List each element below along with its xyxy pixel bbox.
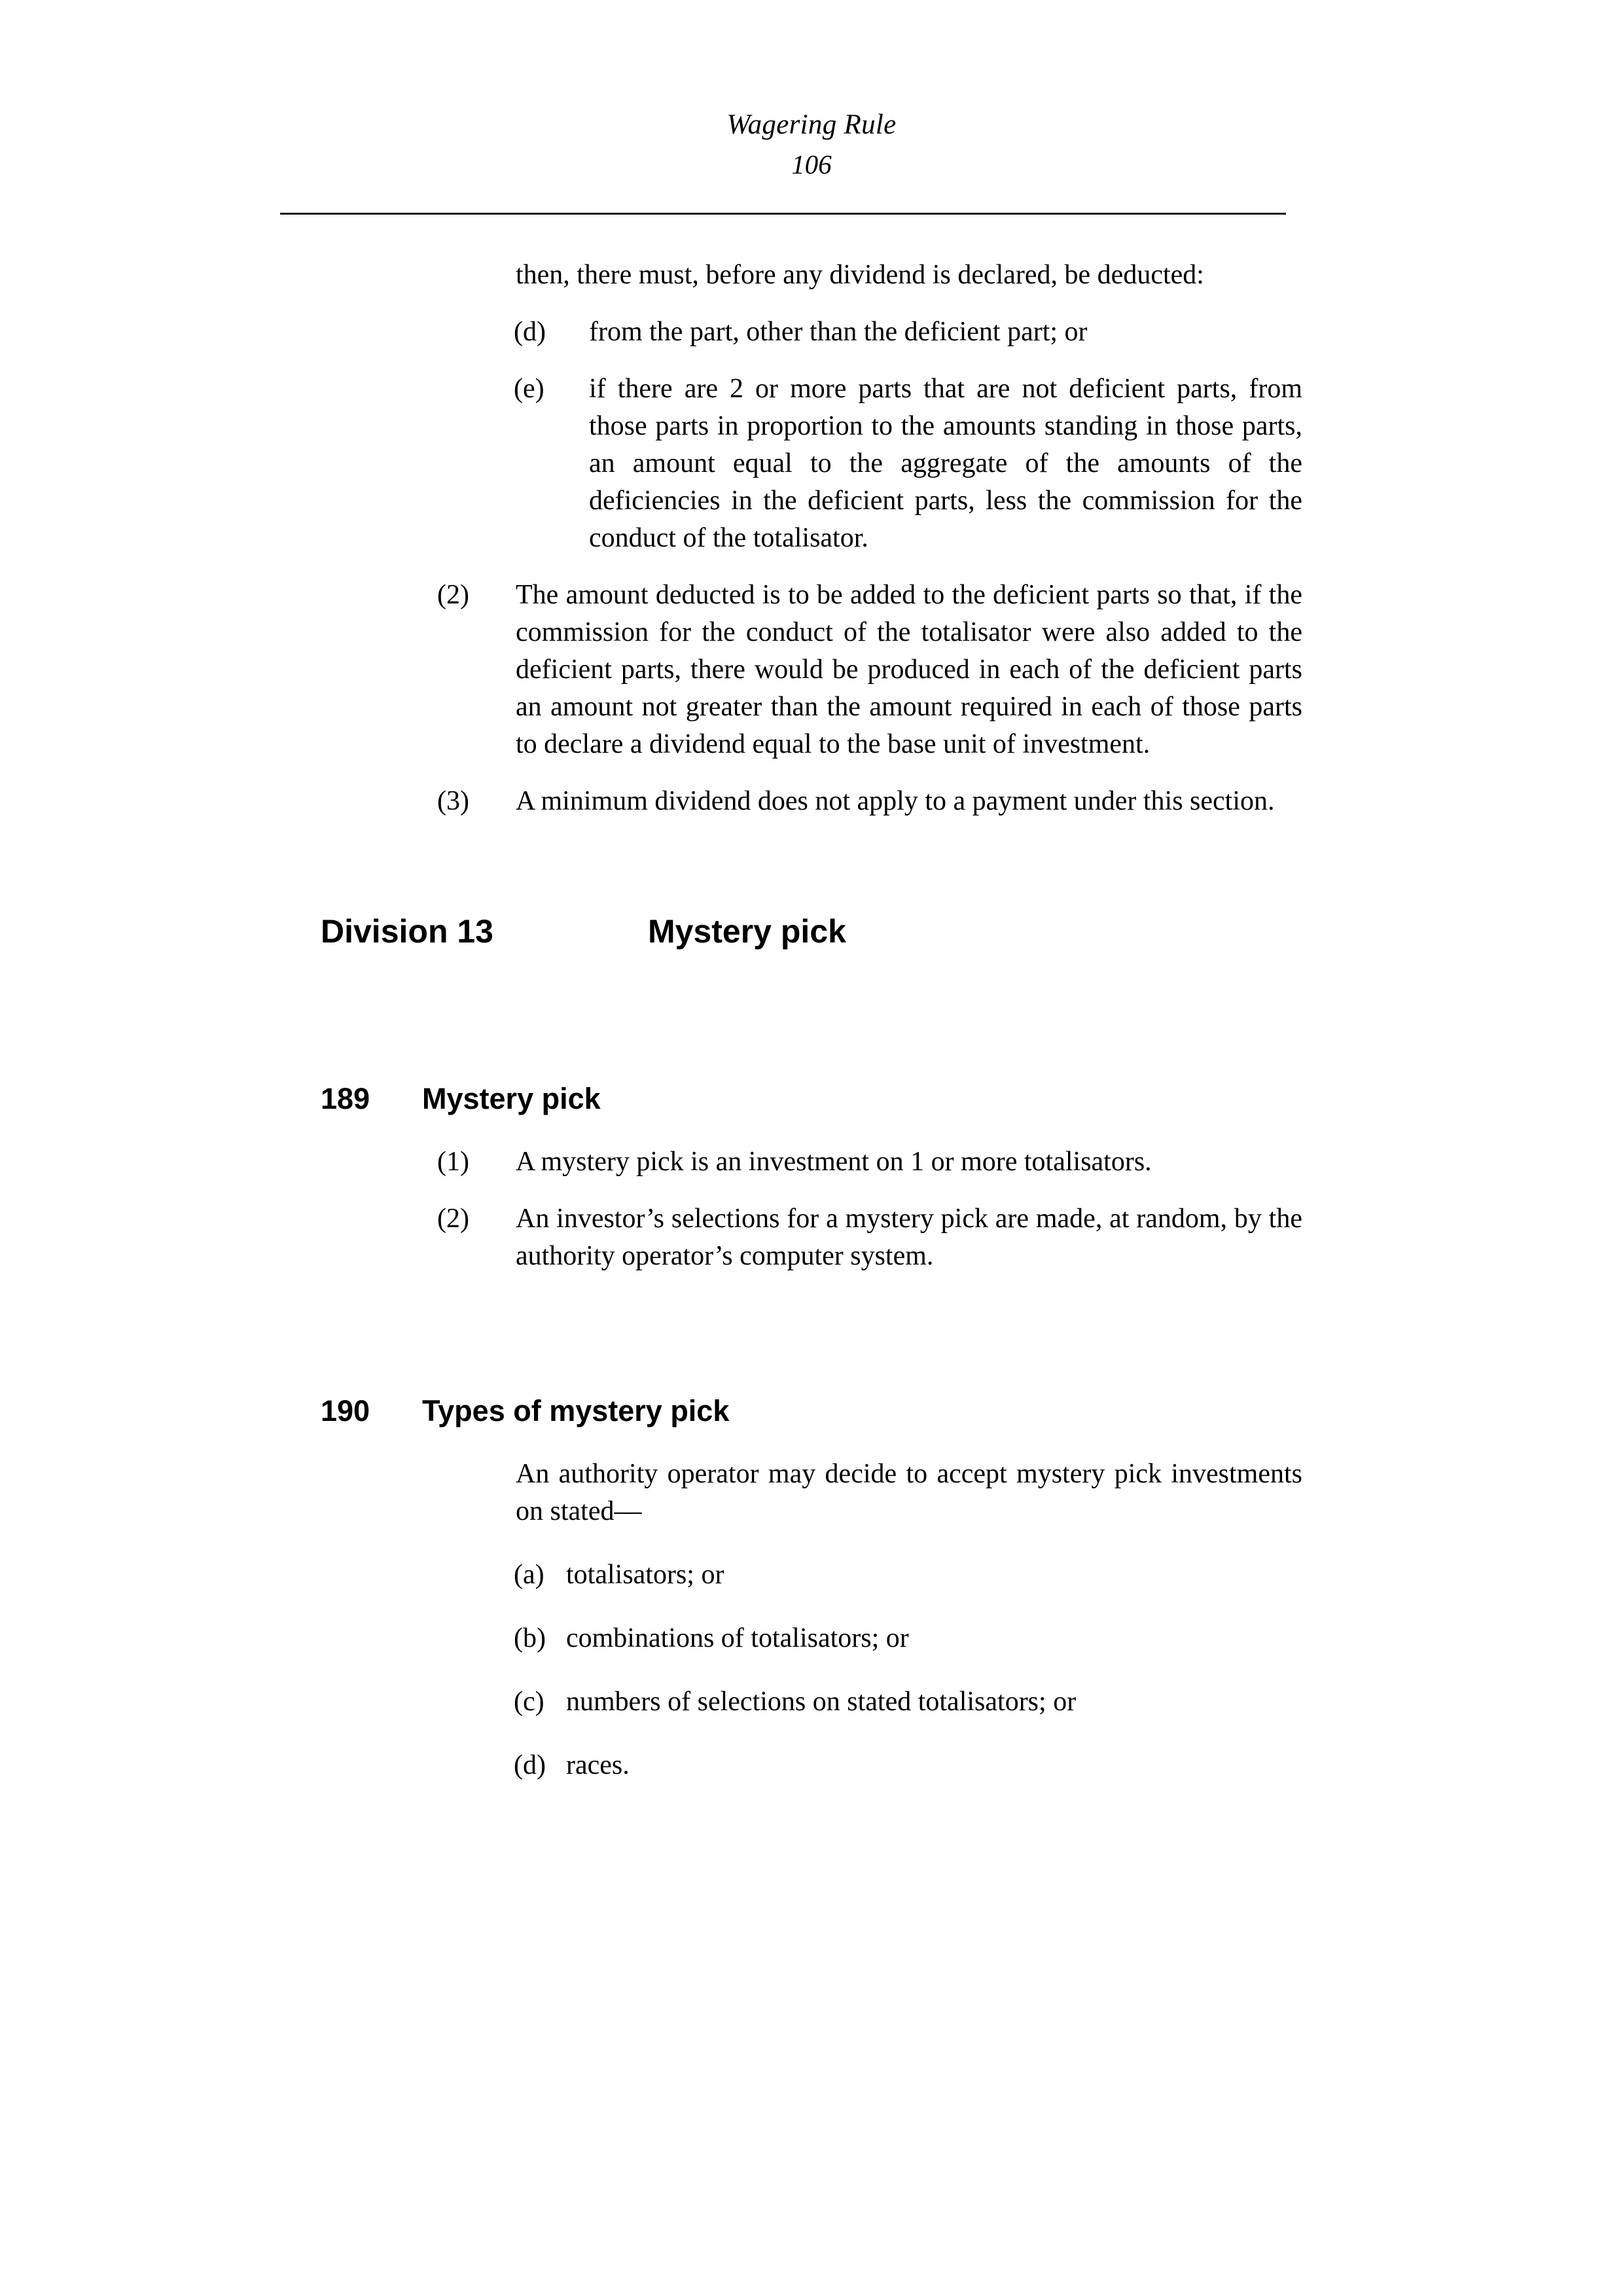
section-190-item-a-marker: (a) xyxy=(514,1560,544,1590)
section-190-item-c xyxy=(0,1683,1623,1721)
section-190-item-d xyxy=(0,1747,1623,1784)
spacer-after-section-189 xyxy=(0,1275,1623,1316)
section-190-intro-text: An authority operator may decide to accept mystery pick investments on stated— xyxy=(516,1459,1302,1526)
subsection-2-text: The amount deducted is to be added to the deficient parts so that, if the commission for the conduct of the totalisator were also added to the deficient parts, there would be produced in each of the deficient parts an amount not greater than the amount required in each of those parts to declare a dividend equal to the base unit of investment. xyxy=(516,580,1302,759)
division-title: Mystery pick xyxy=(648,913,846,950)
paragraph-e xyxy=(0,370,1623,557)
running-header xyxy=(0,105,1623,183)
section-190-item-c-marker: (c) xyxy=(514,1687,544,1717)
subsection-3-marker: (3) xyxy=(437,786,469,816)
section-189-subsection-2-marker: (2) xyxy=(437,1204,469,1234)
subsection-3 xyxy=(0,783,1623,820)
paragraph-e-marker: (e) xyxy=(514,374,544,404)
section-heading-189 xyxy=(0,1081,1623,1124)
paragraph-d-text: from the part, other than the deficient part; or xyxy=(589,317,1088,347)
section-190-item-c-text: numbers of selections on stated totalisators; or xyxy=(566,1687,1077,1717)
paragraph-e-text: if there are 2 or more parts that are not deficient parts, from those parts in proportion to the amounts standing in those parts, an amount equal to the aggregate of the amounts of the deficiencies in the deficient parts, less the commission for the conduct of the totalisator. xyxy=(589,374,1302,553)
division-label: Division 13 xyxy=(321,913,493,950)
section-189-subsection-2 xyxy=(0,1200,1623,1275)
section-189-subsection-1-marker: (1) xyxy=(437,1147,469,1177)
section-190-item-a xyxy=(0,1556,1623,1594)
division-heading xyxy=(0,912,1623,959)
section-190-item-d-marker: (d) xyxy=(514,1750,546,1780)
section-190-item-a-text: totalisators; or xyxy=(566,1560,724,1590)
section-189-subsection-1 xyxy=(0,1143,1623,1181)
paragraph-d-marker: (d) xyxy=(514,317,546,347)
lead-paragraph-text: then, there must, before any dividend is declared, be deducted: xyxy=(516,260,1204,290)
section-189-subsection-1-text: A mystery pick is an investment on 1 or more totalisators. xyxy=(516,1147,1152,1177)
body-column xyxy=(0,257,1623,1784)
subsection-3-text: A minimum dividend does not apply to a payment under this section. xyxy=(516,786,1275,816)
spacer-after-division xyxy=(0,959,1623,1003)
subsection-2 xyxy=(0,577,1623,763)
section-190-item-b-marker: (b) xyxy=(514,1623,546,1653)
lead-paragraph xyxy=(0,257,1623,294)
subsection-2-marker: (2) xyxy=(437,580,469,610)
section-189-title: Mystery pick xyxy=(422,1082,601,1115)
header-title: Wagering Rule xyxy=(726,109,897,140)
section-190-intro xyxy=(0,1456,1623,1530)
header-page-number: 106 xyxy=(791,149,832,179)
section-190-number: 190 xyxy=(321,1394,370,1427)
section-189-subsection-2-text: An investor’s selections for a mystery pick are made, at random, by the authority operator’s computer system. xyxy=(516,1204,1302,1271)
header-divider-rule xyxy=(280,213,1286,215)
section-190-item-d-text: races. xyxy=(566,1750,630,1780)
section-189-number: 189 xyxy=(321,1082,370,1115)
section-heading-190 xyxy=(0,1393,1623,1436)
section-190-title: Types of mystery pick xyxy=(422,1394,730,1427)
section-190-item-b xyxy=(0,1620,1623,1657)
paragraph-d xyxy=(0,314,1623,351)
section-190-item-b-text: combinations of totalisators; or xyxy=(566,1623,909,1653)
